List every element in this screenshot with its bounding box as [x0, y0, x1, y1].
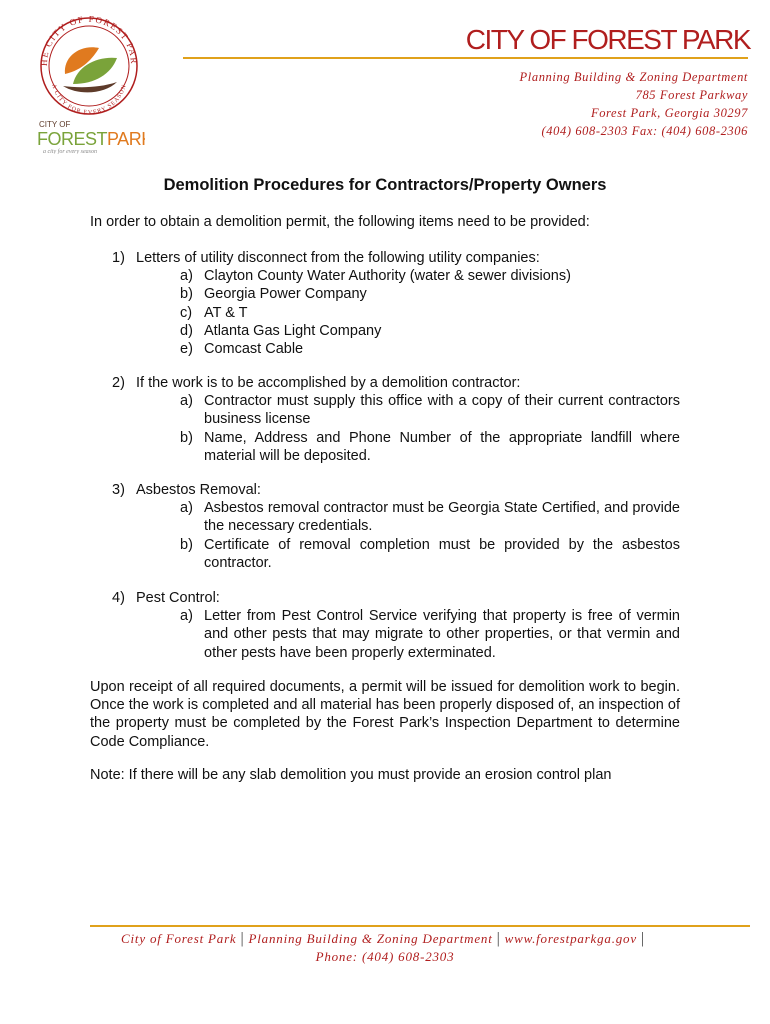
seal-ring-text: HE CITY OF FOREST PAR: [38, 14, 140, 67]
seal-ring-text-bottom: A CITY FOR EVERY SEASON: [50, 83, 128, 117]
city-logo: [33, 14, 145, 154]
sub-text: Clayton County Water Authority (water & sewer divisions): [204, 268, 571, 285]
logo-brand-prefix: CITY OF: [39, 120, 71, 129]
sub-letter: c): [180, 304, 193, 321]
item-text: If the work is to be accomplished by a demolition contractor:: [136, 375, 521, 391]
address-city: Forest Park, Georgia 30297: [590, 106, 748, 120]
sub-letter: d): [180, 322, 193, 339]
footer-separator: |: [240, 930, 245, 947]
erosion-note: Note: If there will be any slab demolition you must provide an erosion control plan: [90, 767, 612, 783]
item-number: 2): [112, 375, 125, 391]
sub-letter: b): [180, 286, 193, 303]
sub-letter: a): [180, 268, 193, 285]
sub-text: Certificate of removal completion must be provided by the asbestos contractor.: [204, 536, 680, 571]
page-footer: [0, 930, 770, 966]
footer-separator: |: [640, 930, 645, 947]
requirement-item-1: [112, 249, 680, 358]
sub-text: Letter from Pest Control Service verifying that property is free of vermin and other pests that may migrate to other properties, or that vermin and other pests have been properly exterminated.: [204, 608, 680, 661]
footer-divider: [90, 925, 750, 927]
letterhead-address: [520, 68, 748, 140]
item-number: 4): [112, 590, 125, 606]
requirement-item-4: [112, 589, 680, 662]
footer-separator: |: [496, 930, 501, 947]
sub-text: Atlanta Gas Light Company: [204, 322, 382, 339]
item-text: Asbestos Removal:: [136, 482, 261, 498]
sub-letter: b): [180, 429, 193, 446]
address-street: 785 Forest Parkway: [635, 88, 748, 102]
footer-phone: Phone: (404) 608-2303: [315, 949, 455, 964]
requirement-item-3: [112, 481, 680, 572]
sub-letter: b): [180, 536, 193, 553]
logo-brand-park: PAR: [107, 129, 142, 149]
item-text: Pest Control:: [136, 590, 220, 606]
header-divider: [183, 57, 748, 59]
address-dept: Planning Building & Zoning Department: [519, 70, 748, 84]
closing-paragraph: Upon receipt of all required documents, a permit will be issued for demolition work to begin. Once the work is completed and all material has been properly disposed of, an inspection of the property must be completed by the Forest Park’s Inspection Department to determine Code Compliance.: [90, 679, 680, 750]
city-seal-icon: [33, 14, 145, 154]
sub-letter: a): [180, 393, 193, 410]
footer-website-link[interactable]: www.forestparkga.gov: [504, 931, 637, 946]
item-number: 1): [112, 250, 125, 266]
footer-org: City of Forest Park: [121, 931, 237, 946]
sub-text: Comcast Cable: [204, 341, 304, 358]
footer-dept: Planning Building & Zoning Department: [248, 931, 493, 946]
address-phone: (404) 608-2303 Fax: (404) 608-2306: [541, 124, 748, 138]
sub-letter: e): [180, 341, 193, 358]
sub-text: Georgia Power Company: [204, 286, 367, 303]
item-text: Letters of utility disconnect from the following utility companies:: [136, 250, 540, 266]
sub-text: Name, Address and Phone Number of the appropriate landfill where material will be deposited.: [204, 429, 680, 464]
sub-text: Asbestos removal contractor must be Georgia State Certified, and provide the necessary credentials.: [204, 500, 680, 535]
sub-text: Contractor must supply this office with a copy of their current contractors business license: [204, 393, 680, 428]
logo-tagline: a city for every season: [43, 149, 97, 154]
letterhead-title: CITY OF FOREST PARK: [465, 24, 750, 55]
logo-brand-forest: FOREST: [37, 129, 108, 149]
intro-text: In order to obtain a demolition permit, the following items need to be provided:: [90, 214, 590, 230]
sub-letter: a): [180, 500, 193, 517]
sub-text: AT & T: [204, 304, 248, 321]
item-number: 3): [112, 482, 125, 498]
sub-letter: a): [180, 608, 193, 625]
document-title: Demolition Procedures for Contractors/Property Owners: [163, 176, 607, 194]
requirement-item-2: [112, 374, 680, 465]
svg-text:FORESTPARK: [37, 129, 145, 149]
